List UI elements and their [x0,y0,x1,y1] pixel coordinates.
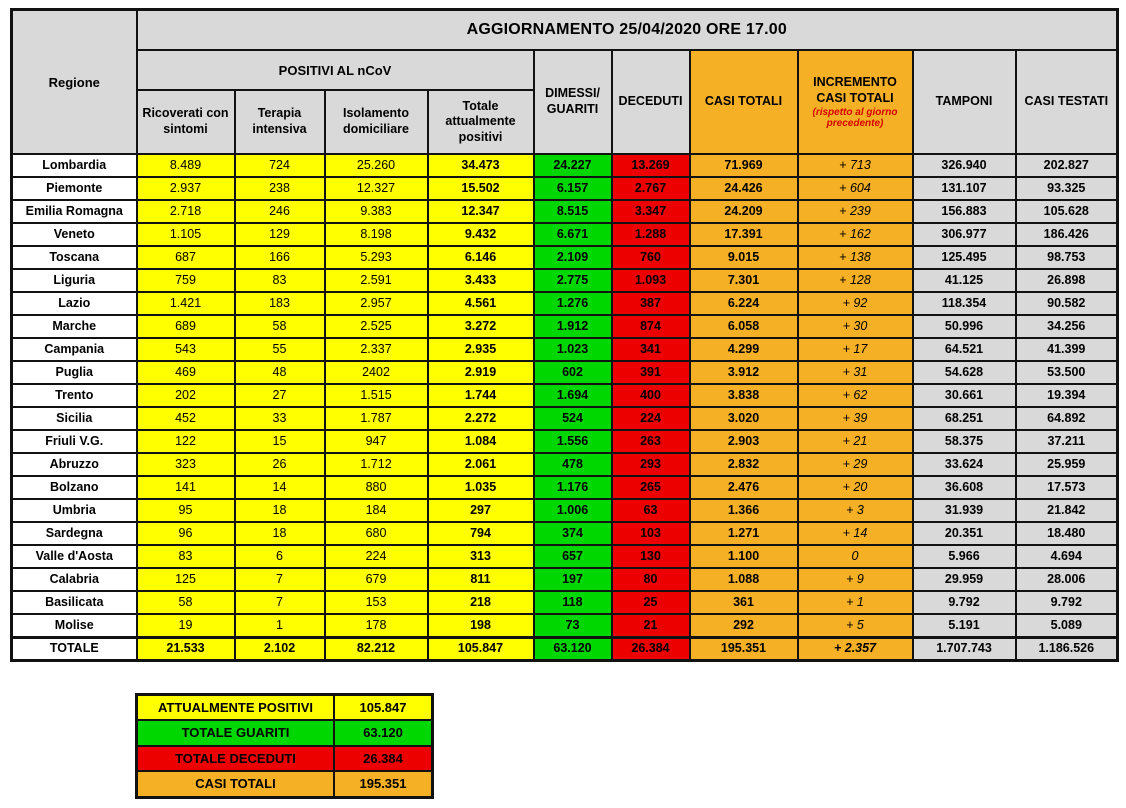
cell-tamponi: 5.191 [913,614,1016,637]
cell-totale-positivi: 6.146 [428,246,534,269]
cell-deceduti: 1.288 [612,223,690,246]
summary-label: CASI TOTALI [137,771,335,797]
cell-totale-positivi: 9.432 [428,223,534,246]
region-name: Friuli V.G. [12,430,137,453]
cell-ricoverati: 21.533 [137,637,235,660]
table-row [12,177,1118,200]
cell-totale-positivi: 2.919 [428,361,534,384]
cell-ricoverati: 8.489 [137,154,235,177]
cell-totale-positivi: 1.035 [428,476,534,499]
cell-incremento: + 1 [798,591,913,614]
cell-terapia-intensiva: 14 [235,476,325,499]
cell-terapia-intensiva: 48 [235,361,325,384]
header-isolamento: Isolamento domiciliare [325,90,428,154]
summary-value: 105.847 [334,694,433,720]
cell-isolamento: 2402 [325,361,428,384]
cell-casi-testati: 98.753 [1016,246,1118,269]
cell-totale-positivi: 2.061 [428,453,534,476]
cell-deceduti: 224 [612,407,690,430]
cell-dimessi-guariti: 374 [534,522,612,545]
cell-dimessi-guariti: 6.671 [534,223,612,246]
cell-totale-positivi: 15.502 [428,177,534,200]
cell-casi-totali: 7.301 [690,269,798,292]
cell-incremento: + 29 [798,453,913,476]
cell-dimessi-guariti: 602 [534,361,612,384]
table-row [12,568,1118,591]
table-row [12,499,1118,522]
cell-totale-positivi: 105.847 [428,637,534,660]
cell-incremento: 0 [798,545,913,568]
cell-isolamento: 2.337 [325,338,428,361]
cell-dimessi-guariti: 1.023 [534,338,612,361]
cell-isolamento: 224 [325,545,428,568]
header-tamponi: TAMPONI [913,50,1016,154]
cell-dimessi-guariti: 524 [534,407,612,430]
cell-incremento: + 17 [798,338,913,361]
summary-row [137,720,433,746]
region-name: Umbria [12,499,137,522]
cell-casi-totali: 3.020 [690,407,798,430]
cell-tamponi: 118.354 [913,292,1016,315]
cell-deceduti: 391 [612,361,690,384]
summary-row [137,771,433,797]
cell-terapia-intensiva: 18 [235,522,325,545]
cell-casi-testati: 19.394 [1016,384,1118,407]
cell-dimessi-guariti: 1.276 [534,292,612,315]
table-row [12,200,1118,223]
cell-terapia-intensiva: 55 [235,338,325,361]
cell-casi-testati: 186.426 [1016,223,1118,246]
cell-totale-positivi: 12.347 [428,200,534,223]
cell-ricoverati: 2.718 [137,200,235,223]
cell-deceduti: 21 [612,614,690,637]
cell-totale-positivi: 3.433 [428,269,534,292]
region-name: Lombardia [12,154,137,177]
header-casi-totali: CASI TOTALI [690,50,798,154]
cell-totale-positivi: 198 [428,614,534,637]
summary-value: 63.120 [334,720,433,746]
cell-casi-testati: 9.792 [1016,591,1118,614]
cell-isolamento: 9.383 [325,200,428,223]
cell-ricoverati: 1.421 [137,292,235,315]
cell-totale-positivi: 811 [428,568,534,591]
cell-terapia-intensiva: 129 [235,223,325,246]
cell-incremento: + 138 [798,246,913,269]
header-incremento [798,50,913,154]
region-name: Bolzano [12,476,137,499]
cell-casi-testati: 1.186.526 [1016,637,1118,660]
cell-dimessi-guariti: 1.556 [534,430,612,453]
cell-casi-testati: 41.399 [1016,338,1118,361]
cell-incremento: + 31 [798,361,913,384]
cell-ricoverati: 83 [137,545,235,568]
cell-casi-totali: 6.224 [690,292,798,315]
cell-ricoverati: 687 [137,246,235,269]
cell-incremento: + 21 [798,430,913,453]
cell-tamponi: 33.624 [913,453,1016,476]
cell-ricoverati: 2.937 [137,177,235,200]
cell-isolamento: 1.515 [325,384,428,407]
cell-deceduti: 265 [612,476,690,499]
cell-terapia-intensiva: 33 [235,407,325,430]
cell-deceduti: 103 [612,522,690,545]
cell-terapia-intensiva: 2.102 [235,637,325,660]
cell-casi-testati: 5.089 [1016,614,1118,637]
cell-incremento: + 713 [798,154,913,177]
region-name: Sardegna [12,522,137,545]
cell-ricoverati: 58 [137,591,235,614]
cell-casi-testati: 34.256 [1016,315,1118,338]
cell-casi-totali: 4.299 [690,338,798,361]
header-regione: Regione [12,10,137,155]
cell-dimessi-guariti: 118 [534,591,612,614]
cell-isolamento: 947 [325,430,428,453]
summary-row [137,694,433,720]
cell-terapia-intensiva: 183 [235,292,325,315]
covid-region-table [10,8,1119,662]
table-row [12,476,1118,499]
cell-dimessi-guariti: 6.157 [534,177,612,200]
cell-incremento: + 20 [798,476,913,499]
summary-value: 195.351 [334,771,433,797]
cell-totale-positivi: 3.272 [428,315,534,338]
header-positivi-group: POSITIVI AL nCoV [137,50,534,90]
cell-totale-positivi: 1.084 [428,430,534,453]
cell-deceduti: 387 [612,292,690,315]
cell-casi-testati: 64.892 [1016,407,1118,430]
cell-casi-totali: 1.100 [690,545,798,568]
summary-table [135,693,434,799]
cell-tamponi: 50.996 [913,315,1016,338]
cell-deceduti: 26.384 [612,637,690,660]
cell-ricoverati: 469 [137,361,235,384]
cell-terapia-intensiva: 724 [235,154,325,177]
cell-casi-testati: 105.628 [1016,200,1118,223]
cell-tamponi: 156.883 [913,200,1016,223]
cell-ricoverati: 96 [137,522,235,545]
cell-dimessi-guariti: 8.515 [534,200,612,223]
cell-tamponi: 31.939 [913,499,1016,522]
cell-terapia-intensiva: 166 [235,246,325,269]
cell-tamponi: 36.608 [913,476,1016,499]
cell-deceduti: 25 [612,591,690,614]
region-name: Molise [12,614,137,637]
cell-casi-totali: 2.832 [690,453,798,476]
cell-tamponi: 125.495 [913,246,1016,269]
table-row [12,269,1118,292]
cell-casi-totali: 9.015 [690,246,798,269]
cell-ricoverati: 759 [137,269,235,292]
cell-ricoverati: 202 [137,384,235,407]
region-name: Campania [12,338,137,361]
cell-ricoverati: 689 [137,315,235,338]
cell-casi-totali: 24.209 [690,200,798,223]
region-name: Lazio [12,292,137,315]
cell-casi-totali: 71.969 [690,154,798,177]
header-totale-positivi: Totale attualmente positivi [428,90,534,154]
total-row [12,637,1118,660]
cell-terapia-intensiva: 26 [235,453,325,476]
cell-deceduti: 293 [612,453,690,476]
cell-incremento: + 14 [798,522,913,545]
cell-dimessi-guariti: 197 [534,568,612,591]
cell-tamponi: 29.959 [913,568,1016,591]
cell-isolamento: 82.212 [325,637,428,660]
cell-isolamento: 25.260 [325,154,428,177]
cell-tamponi: 20.351 [913,522,1016,545]
region-name: Toscana [12,246,137,269]
cell-ricoverati: 19 [137,614,235,637]
summary-label: ATTUALMENTE POSITIVI [137,694,335,720]
cell-tamponi: 64.521 [913,338,1016,361]
table-row [12,338,1118,361]
cell-tamponi: 54.628 [913,361,1016,384]
cell-dimessi-guariti: 657 [534,545,612,568]
cell-dimessi-guariti: 1.176 [534,476,612,499]
cell-casi-testati: 53.500 [1016,361,1118,384]
cell-terapia-intensiva: 7 [235,568,325,591]
cell-casi-totali: 1.271 [690,522,798,545]
region-name: Veneto [12,223,137,246]
table-row [12,292,1118,315]
cell-terapia-intensiva: 6 [235,545,325,568]
table-row [12,246,1118,269]
cell-tamponi: 306.977 [913,223,1016,246]
cell-isolamento: 1.787 [325,407,428,430]
cell-ricoverati: 543 [137,338,235,361]
cell-casi-testati: 90.582 [1016,292,1118,315]
table-row [12,223,1118,246]
cell-dimessi-guariti: 73 [534,614,612,637]
cell-deceduti: 341 [612,338,690,361]
region-name: TOTALE [12,637,137,660]
cell-casi-testati: 4.694 [1016,545,1118,568]
table-row [12,522,1118,545]
cell-isolamento: 2.591 [325,269,428,292]
cell-deceduti: 874 [612,315,690,338]
cell-incremento: + 128 [798,269,913,292]
cell-incremento: + 9 [798,568,913,591]
table-row [12,614,1118,637]
cell-totale-positivi: 34.473 [428,154,534,177]
cell-isolamento: 12.327 [325,177,428,200]
cell-incremento: + 604 [798,177,913,200]
table-row [12,430,1118,453]
cell-deceduti: 263 [612,430,690,453]
cell-tamponi: 58.375 [913,430,1016,453]
region-name: Valle d'Aosta [12,545,137,568]
header-casi-testati: CASI TESTATI [1016,50,1118,154]
cell-terapia-intensiva: 83 [235,269,325,292]
cell-incremento: + 92 [798,292,913,315]
cell-ricoverati: 141 [137,476,235,499]
cell-deceduti: 80 [612,568,690,591]
cell-incremento: + 2.357 [798,637,913,660]
cell-isolamento: 2.525 [325,315,428,338]
cell-dimessi-guariti: 1.912 [534,315,612,338]
cell-casi-testati: 202.827 [1016,154,1118,177]
cell-totale-positivi: 4.561 [428,292,534,315]
summary-value: 26.384 [334,746,433,772]
cell-casi-totali: 17.391 [690,223,798,246]
cell-terapia-intensiva: 238 [235,177,325,200]
header-ricoverati: Ricoverati con sintomi [137,90,235,154]
cell-casi-totali: 2.903 [690,430,798,453]
cell-deceduti: 3.347 [612,200,690,223]
cell-tamponi: 68.251 [913,407,1016,430]
header-terapia-intensiva: Terapia intensiva [235,90,325,154]
cell-deceduti: 760 [612,246,690,269]
cell-casi-testati: 21.842 [1016,499,1118,522]
cell-incremento: + 239 [798,200,913,223]
cell-tamponi: 5.966 [913,545,1016,568]
cell-terapia-intensiva: 7 [235,591,325,614]
cell-casi-totali: 361 [690,591,798,614]
cell-terapia-intensiva: 27 [235,384,325,407]
cell-ricoverati: 452 [137,407,235,430]
cell-tamponi: 131.107 [913,177,1016,200]
cell-totale-positivi: 2.272 [428,407,534,430]
cell-isolamento: 5.293 [325,246,428,269]
cell-dimessi-guariti: 1.006 [534,499,612,522]
header-deceduti: DECEDUTI [612,50,690,154]
table-row [12,315,1118,338]
cell-dimessi-guariti: 1.694 [534,384,612,407]
cell-isolamento: 184 [325,499,428,522]
cell-casi-totali: 24.426 [690,177,798,200]
cell-incremento: + 30 [798,315,913,338]
region-name: Calabria [12,568,137,591]
cell-dimessi-guariti: 478 [534,453,612,476]
cell-casi-totali: 3.912 [690,361,798,384]
cell-tamponi: 9.792 [913,591,1016,614]
cell-casi-testati: 26.898 [1016,269,1118,292]
cell-isolamento: 2.957 [325,292,428,315]
table-row [12,591,1118,614]
region-name: Marche [12,315,137,338]
cell-dimessi-guariti: 24.227 [534,154,612,177]
cell-incremento: + 162 [798,223,913,246]
cell-ricoverati: 323 [137,453,235,476]
cell-dimessi-guariti: 2.775 [534,269,612,292]
cell-casi-totali: 292 [690,614,798,637]
cell-deceduti: 13.269 [612,154,690,177]
cell-totale-positivi: 2.935 [428,338,534,361]
cell-ricoverati: 95 [137,499,235,522]
cell-tamponi: 30.661 [913,384,1016,407]
cell-deceduti: 1.093 [612,269,690,292]
cell-totale-positivi: 1.744 [428,384,534,407]
cell-casi-totali: 1.366 [690,499,798,522]
cell-dimessi-guariti: 2.109 [534,246,612,269]
cell-ricoverati: 122 [137,430,235,453]
cell-terapia-intensiva: 246 [235,200,325,223]
cell-incremento: + 39 [798,407,913,430]
cell-terapia-intensiva: 58 [235,315,325,338]
table-row [12,361,1118,384]
region-name: Sicilia [12,407,137,430]
table-row [12,545,1118,568]
cell-casi-testati: 18.480 [1016,522,1118,545]
cell-casi-testati: 25.959 [1016,453,1118,476]
header-incremento-note: (rispetto al giorno precedente) [812,107,898,130]
cell-isolamento: 8.198 [325,223,428,246]
summary-label: TOTALE DECEDUTI [137,746,335,772]
cell-casi-totali: 3.838 [690,384,798,407]
cell-isolamento: 178 [325,614,428,637]
cell-totale-positivi: 794 [428,522,534,545]
cell-totale-positivi: 218 [428,591,534,614]
region-name: Emilia Romagna [12,200,137,223]
cell-casi-totali: 195.351 [690,637,798,660]
cell-casi-testati: 93.325 [1016,177,1118,200]
cell-isolamento: 680 [325,522,428,545]
cell-incremento: + 5 [798,614,913,637]
cell-casi-totali: 2.476 [690,476,798,499]
cell-isolamento: 679 [325,568,428,591]
table-row [12,407,1118,430]
table-row [12,154,1118,177]
cell-terapia-intensiva: 18 [235,499,325,522]
cell-casi-testati: 17.573 [1016,476,1118,499]
header-incremento-label: INCREMENTO CASI TOTALI [813,74,897,105]
cell-isolamento: 1.712 [325,453,428,476]
region-name: Basilicata [12,591,137,614]
cell-totale-positivi: 297 [428,499,534,522]
summary-label: TOTALE GUARITI [137,720,335,746]
cell-terapia-intensiva: 15 [235,430,325,453]
region-name: Liguria [12,269,137,292]
cell-isolamento: 153 [325,591,428,614]
cell-deceduti: 130 [612,545,690,568]
region-name: Piemonte [12,177,137,200]
cell-casi-testati: 37.211 [1016,430,1118,453]
header-dimessi-guariti: DIMESSI/ GUARITI [534,50,612,154]
cell-casi-totali: 1.088 [690,568,798,591]
cell-casi-testati: 28.006 [1016,568,1118,591]
cell-ricoverati: 125 [137,568,235,591]
cell-totale-positivi: 313 [428,545,534,568]
table-row [12,453,1118,476]
table-row [12,384,1118,407]
cell-terapia-intensiva: 1 [235,614,325,637]
cell-ricoverati: 1.105 [137,223,235,246]
region-name: Puglia [12,361,137,384]
region-name: Trento [12,384,137,407]
cell-isolamento: 880 [325,476,428,499]
report-title: AGGIORNAMENTO 25/04/2020 ORE 17.00 [137,10,1118,51]
cell-incremento: + 62 [798,384,913,407]
cell-tamponi: 326.940 [913,154,1016,177]
cell-deceduti: 2.767 [612,177,690,200]
cell-incremento: + 3 [798,499,913,522]
cell-deceduti: 63 [612,499,690,522]
cell-deceduti: 400 [612,384,690,407]
region-name: Abruzzo [12,453,137,476]
cell-tamponi: 1.707.743 [913,637,1016,660]
cell-casi-totali: 6.058 [690,315,798,338]
summary-row [137,746,433,772]
cell-tamponi: 41.125 [913,269,1016,292]
cell-dimessi-guariti: 63.120 [534,637,612,660]
